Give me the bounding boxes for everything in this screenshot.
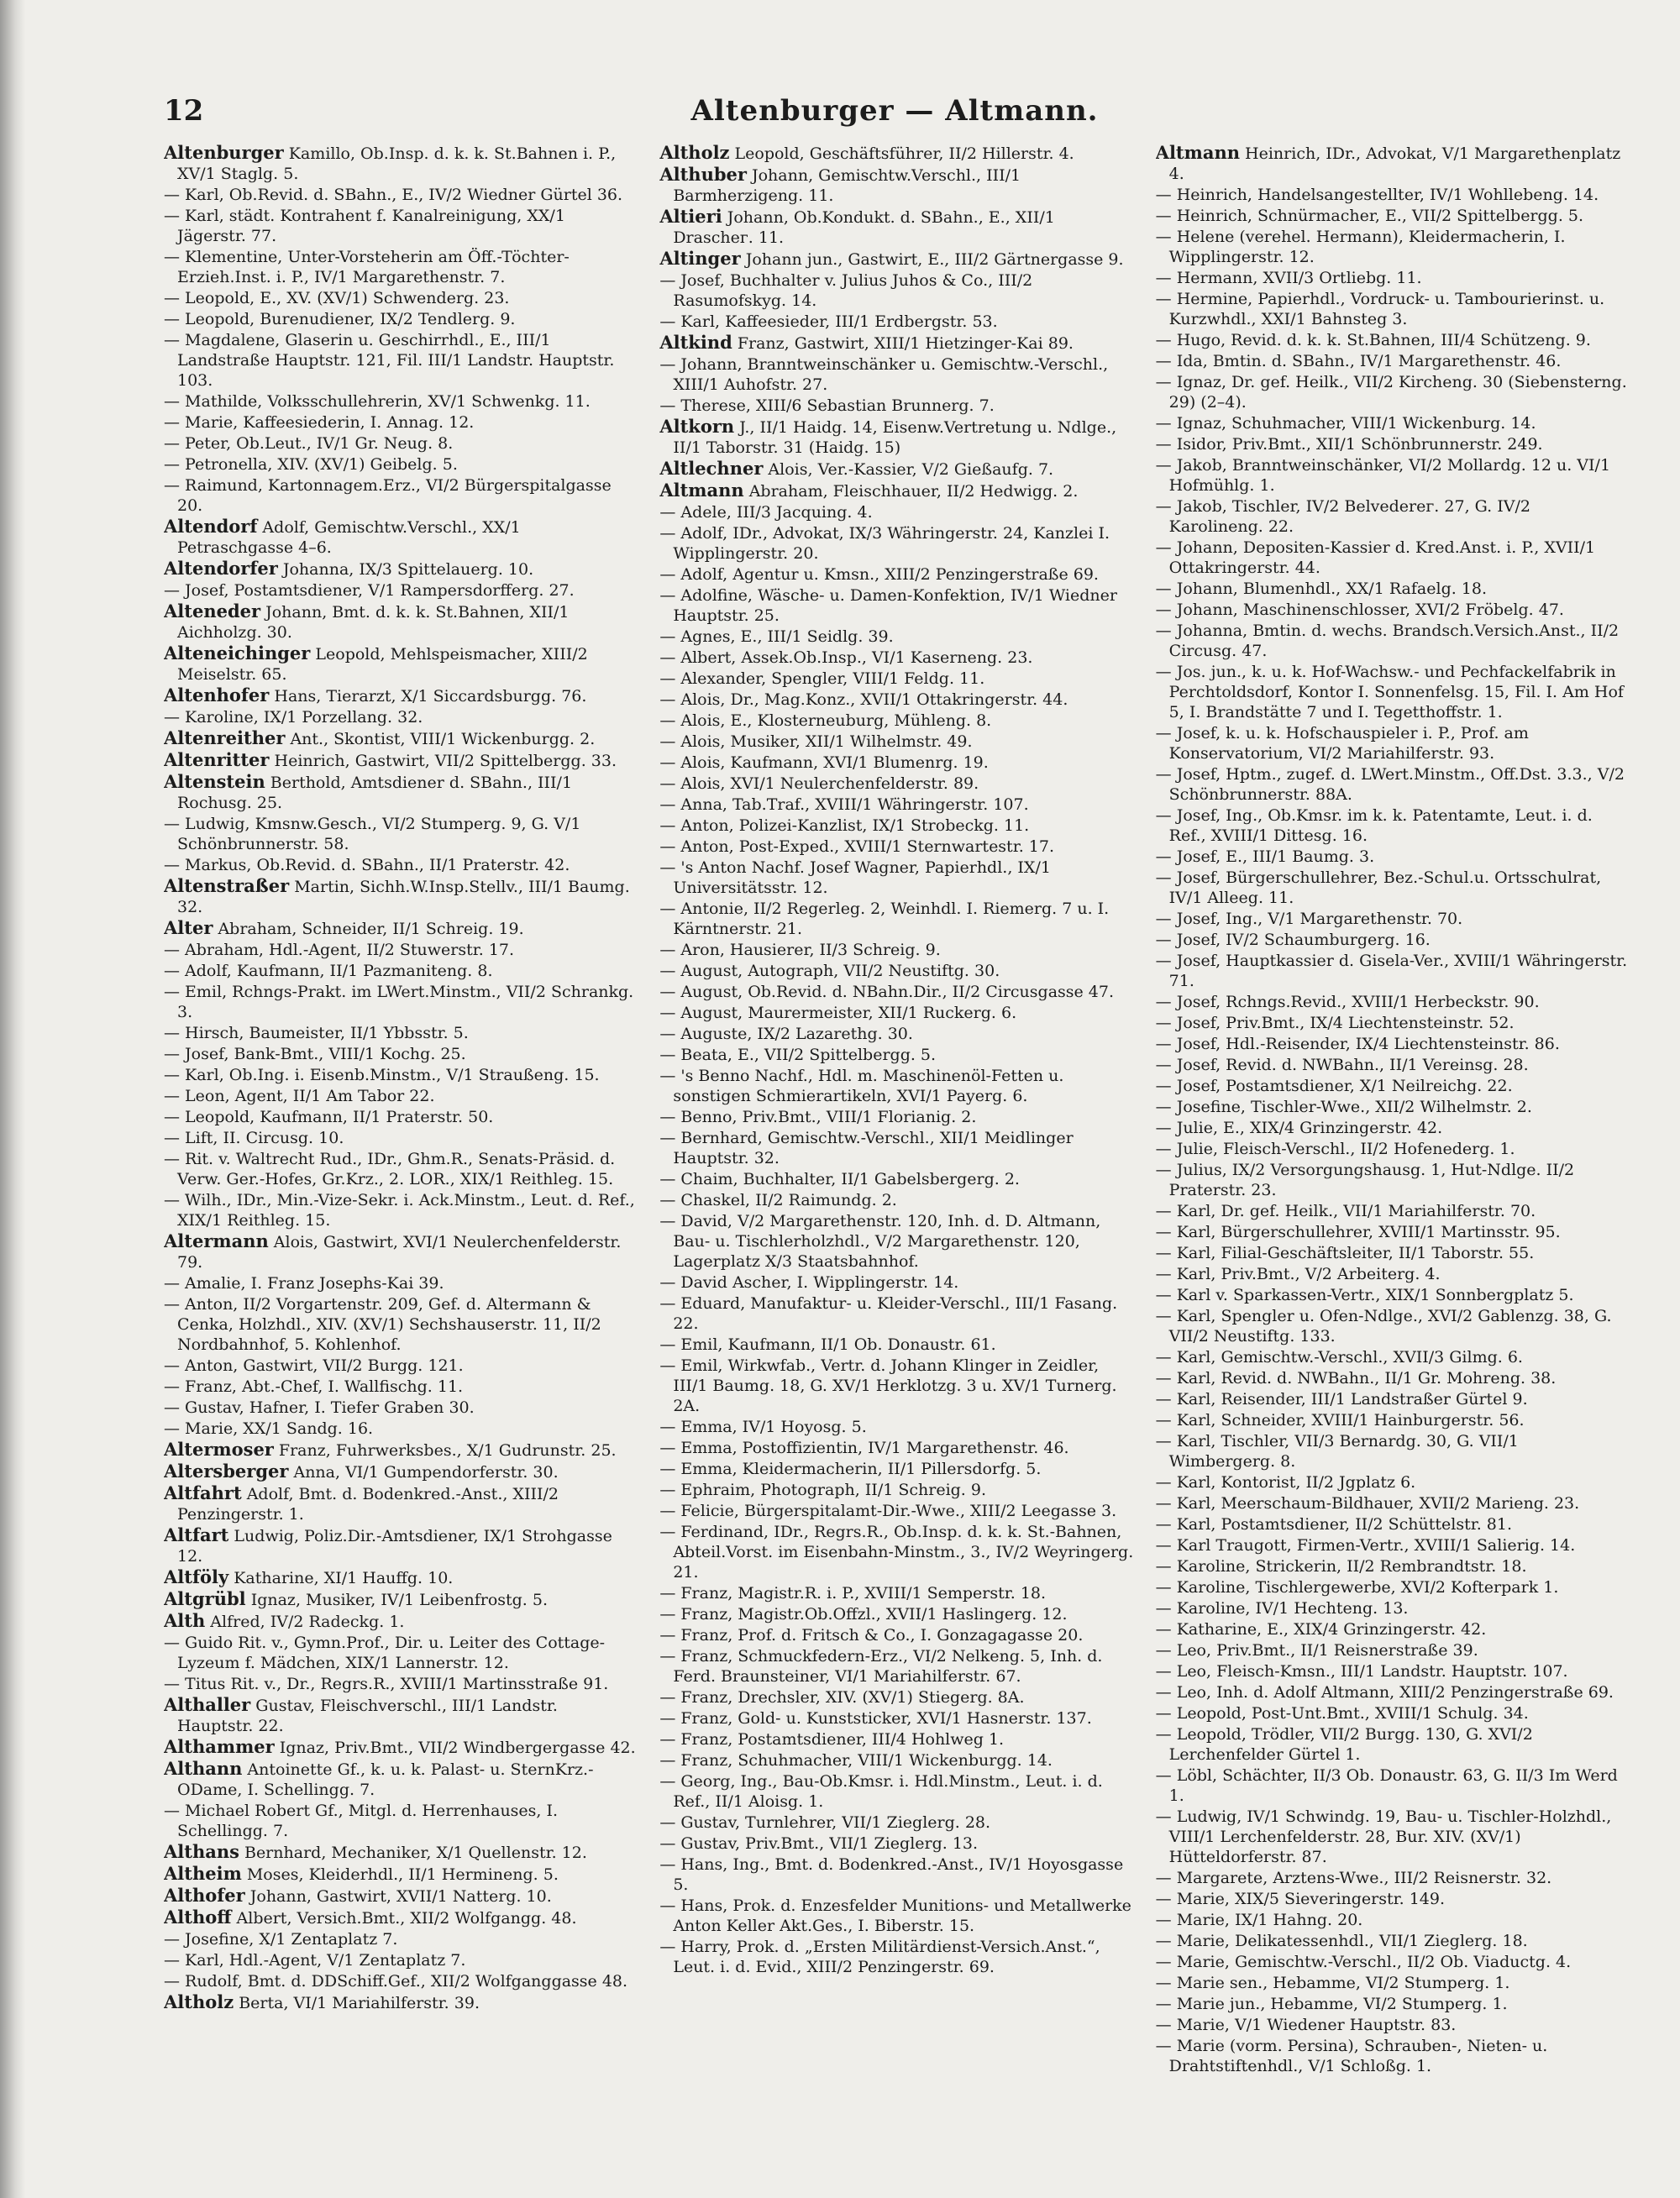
directory-entry: Altenreither Ant., Skontist, VIII/1 Wickenburgg. 2. (164, 727, 596, 748)
directory-entry: — Ignaz, Dr. gef. Heilk., VII/2 Kirchеng. 30 (Siebensterng. 29) (2–4). (1155, 373, 1627, 412)
directory-entry: — Gustav, Hafner, I. Tiefer Graben 30. (164, 1398, 475, 1417)
directory-entry: Altenstraßer Martin, Sichh.W.Insp.Stellv., III/1 Baumg. 32. (164, 875, 630, 916)
directory-entry: — Josef, Ing., Ob.Kmsr. im k. k. Patentamte, Leut. i. d. Ref., XVIII/1 Dittesg. 16. (1155, 806, 1593, 845)
directory-entry: — Josef, Priv.Bmt., IX/4 Liechtensteinstr. 52. (1155, 1014, 1515, 1032)
directory-entry: — Hans, Prok. d. Enzesfelder Munitions- und Metallwerke Anton Keller Akt.Ges., I. Biberstr. 15. (659, 1896, 1131, 1935)
directory-entry: — Franz, Drechsler, XIV. (XV/1) Stiegerg. 8A. (659, 1688, 1025, 1707)
directory-entry: — Guido Rit. v., Gymn.Prof., Dir. u. Leiter des Cottage-Lyzeum f. Mädchen, XIX/1 Lannerstr. 12. (164, 1634, 606, 1672)
directory-entry: — Franz, Schuhmacher, VIII/1 Wickenburgg. 14. (659, 1751, 1053, 1770)
directory-entry: — Leopold, Post-Unt.Bmt., XVIII/1 Schulg. 34. (1155, 1704, 1529, 1723)
directory-entry: — Amalie, I. Franz Josephs-Kai 39. (164, 1274, 444, 1293)
directory-column-2 (659, 143, 1133, 2175)
directory-entry: — Karl, Tischler, VII/3 Bernardg. 30, G. VII/1 Wimbergerg. 8. (1155, 1432, 1519, 1471)
directory-entry: Altieri Johann, Ob.Kondukt. d. SBahn., E., XII/1 Draschег. 11. (659, 206, 1055, 247)
directory-entry: — Markus, Ob.Revid. d. SBahn., II/1 Praterstr. 42. (164, 856, 570, 874)
directory-entry: Altmann Abraham, Fleischhauer, II/2 Hedwigg. 2. (659, 480, 1079, 501)
directory-entry: — Karl, Spengler u. Ofen-Ndlge., XVI/2 Gablenzg. 38, G. VII/2 Neustiftg. 133. (1155, 1307, 1612, 1346)
directory-entry: — Ignaz, Schuhmacher, VIII/1 Wickenburg. 14. (1155, 414, 1536, 433)
directory-entry: Altkorn J., II/1 Haidg. 14, Eisenw.Vertretung u. Ndlge., II/1 Taborstr. 31 (Haidg. 15) (659, 416, 1117, 457)
directory-entry: — Isidor, Priv.Bmt., XII/1 Schönbrunnerstr. 249. (1155, 435, 1543, 454)
directory-entry: — Karl, Hdl.-Agent, V/1 Zentaplatz 7. (164, 1951, 466, 1970)
directory-entry: — Josef, Bank-Bmt., VIII/1 Kochg. 25. (164, 1045, 466, 1063)
directory-entry: Alth Alfred, IV/2 Radeckg. 1. (164, 1610, 405, 1631)
directory-entry: — Abraham, Hdl.-Agent, II/2 Stuwerstr. 17. (164, 941, 515, 959)
directory-entry: — Rit. v. Waltrecht Rud., IDr., Ghm.R., Senats-Präsid. d. Verw. Ger.-Hofes, Gr.Krz., 2. LOR., XIX/1 Reithleg. 15. (164, 1150, 616, 1188)
directory-entry: — Magdalene, Glaserin u. Geschirrhdl., E., III/1 Landstraße Hauptstr. 121, Fil. III/1 Landstr. Hauptstr. 103. (164, 331, 615, 390)
directory-entry: — Anton, Gastwirt, VII/2 Burgg. 121. (164, 1356, 464, 1375)
directory-entry: — Franz, Gold- u. Kunststicker, XVI/1 Hasnerstr. 137. (659, 1709, 1092, 1728)
directory-entry: — Anton, Polizei-Kanzlist, IX/1 Strobeckg. 11. (659, 816, 1030, 835)
directory-entry: — Josef, Hptm., zugef. d. LWert.Minstm., Off.Dst. 3.3., V/2 Schönbrunnerstr. 88A. (1155, 765, 1625, 804)
directory-entry: — Leon, Agent, II/1 Am Tabor 22. (164, 1087, 435, 1105)
running-head: Altenburger — Altmann. (690, 94, 1099, 128)
directory-entry: — Marie, XX/1 Sandg. 16. (164, 1419, 374, 1438)
directory-entry: — Karl, Ob.Ing. i. Eisenb.Minstm., V/1 Straußeng. 15. (164, 1066, 600, 1084)
directory-entry: Altenstein Berthold, Amtsdiener d. SBahn., III/1 Rochusg. 25. (164, 771, 573, 812)
directory-entry: Althammer Ignaz, Priv.Bmt., VII/2 Windbergergasse 42. (164, 1736, 636, 1757)
directory-entry: — Julie, Fleisch-Verschl., II/2 Hofenederg. 1. (1155, 1140, 1515, 1158)
directory-entry: — David Ascher, I. Wipplingerstr. 14. (659, 1273, 959, 1292)
directory-entry: — David, V/2 Margarethenstr. 120, Inh. d. D. Altmann, Bau- u. Tischlerholzhdl., V/2 Margarethenstr. 120, Lagerplatz X/3 Staatsbahnhof. (659, 1212, 1101, 1271)
directory-entry: — Marie, IX/1 Hahng. 20. (1155, 1911, 1363, 1929)
directory-entry: — Adele, III/3 Jacquing. 4. (659, 503, 873, 522)
directory-entry: Altendorfer Johanna, IX/3 Spittelauerg. 10. (164, 558, 534, 579)
directory-entry: — Josef, Ing., V/1 Margarethenstr. 70. (1155, 910, 1463, 928)
directory-entry: — Josef, Rchngs.Revid., XVIII/1 Herbeckstr. 90. (1155, 993, 1540, 1011)
directory-entry: — Alois, Dr., Mag.Konz., XVII/1 Ottakringerstr. 44. (659, 690, 1068, 709)
directory-entry: — Karl, Ob.Revid. d. SBahn., E., IV/2 Wiedner Gürtel 36. (164, 186, 623, 204)
directory-entry: — Michael Robert Gf., Mitgl. d. Herrenhauses, I. Schellingg. 7. (164, 1802, 559, 1840)
directory-entry: — Emma, Kleidermacherin, II/1 Pillersdorfg. 5. (659, 1460, 1042, 1478)
directory-entry: — Johanna, Bmtin. d. wechs. Brandsch.Versich.Anst., II/2 Circusg. 47. (1155, 622, 1620, 660)
directory-entry: — Aron, Hausierer, II/3 Schreig. 9. (659, 941, 941, 959)
directory-column-3 (1156, 143, 1630, 2175)
directory-entry: — Eduard, Manufaktur- u. Kleider-Verschl., III/1 Fasang. 22. (659, 1294, 1118, 1333)
directory-entry: Altlechner Alois, Ver.-Kassier, V/2 Gießaufg. 7. (659, 458, 1054, 479)
directory-entry: — Hugo, Revid. d. k. k. St.Bahnen, III/4 Schützeng. 9. (1155, 331, 1591, 349)
directory-entry: — August, Ob.Revid. d. NBahn.Dir., II/2 Circusgasse 47. (659, 983, 1115, 1001)
directory-entry: — Adolf, Kaufmann, II/1 Pazmaniteng. 8. (164, 962, 493, 980)
directory-entry: — August, Maurermeister, XII/1 Ruckerg. 6. (659, 1004, 1017, 1022)
directory-entry: — Johann, Blumenhdl., XX/1 Rafaelg. 18. (1155, 580, 1488, 598)
directory-entry: — Wilh., IDr., Min.-Vize-Sekr. i. Ack.Minstm., Leut. d. Ref., XIX/1 Reithleg. 15. (164, 1191, 635, 1230)
directory-entry: — Marie (vorm. Persina), Schrauben-, Nieten- u. Drahtstiftenhdl., V/1 Schloßg. 1. (1155, 2037, 1548, 2075)
directory-entry: — Marie, Gemischtw.-Verschl., II/2 Ob. Viaductg. 4. (1155, 1953, 1572, 1971)
directory-entry: — Emma, IV/1 Hoyosg. 5. (659, 1418, 867, 1436)
directory-entry: — Heinrich, Handelsangestellter, IV/1 Wohllebeng. 14. (1155, 186, 1599, 204)
directory-entry: — Josef, Hdl.-Reisender, IX/4 Liechtensteinstr. 86. (1155, 1035, 1560, 1053)
directory-entry: — Adolfine, Wäsche- u. Damen-Konfektion, IV/1 Wiedner Hauptstr. 25. (659, 586, 1117, 625)
page-edge-shadow (0, 0, 25, 2198)
directory-entry: — Karl, Kaffeesieder, III/1 Erdbergstr. 53. (659, 312, 998, 331)
directory-entry: — Franz, Abt.-Chef, I. Wallfischg. 11. (164, 1377, 464, 1396)
directory-entry: — Anna, Tab.Traf., XVIII/1 Währingerstr. 107. (659, 795, 1029, 814)
directory-entry: — Karl, Reisender, III/1 Landstraßer Gürtel 9. (1155, 1390, 1528, 1409)
directory-entry: — Ferdinand, IDr., Regrs.R., Ob.Insp. d. k. k. St.-Bahnen, Abteil.Vorst. im Eisenbahn-Minstm., 3., IV/2 Weyringerg. 21. (659, 1523, 1134, 1582)
directory-entry: Altendorf Adolf, Gemischtw.Verschl., XX/1 Petraschgasse 4–6. (164, 516, 521, 557)
directory-entry: — Marie jun., Hebamme, VI/2 Stumperg. 1. (1155, 1995, 1508, 2013)
directory-entry: — Hirsch, Baumeister, II/1 Ybbsstr. 5. (164, 1024, 469, 1042)
directory-entry: — Jakob, Branntweinschänker, VI/2 Mollardg. 12 u. VI/1 Hofmühlg. 1. (1155, 456, 1611, 495)
directory-entry: — Josef, Postamtsdiener, V/1 Rampersdorfferg. 27. (164, 581, 575, 600)
directory-entry: — Leo, Priv.Bmt., II/1 Reisnerstraße 39. (1155, 1641, 1478, 1660)
directory-entry: — Karl, Dr. gef. Heilk., VII/1 Mariahilferstr. 70. (1155, 1202, 1536, 1220)
directory-entry: — Josef, Bürgerschullehrer, Bez.-Schul.u. Ortsschulrat, IV/1 Alleeg. 11. (1155, 868, 1602, 907)
directory-entry: Altfart Ludwig, Poliz.Dir.-Amtsdiener, IX/1 Strohgasse 12. (164, 1524, 612, 1566)
directory-entry: — Katharine, E., XIX/4 Grinzingerstr. 42. (1155, 1620, 1487, 1639)
directory-entry: — Benno, Priv.Bmt., VIII/1 Florianig. 2. (659, 1108, 977, 1126)
directory-entry: — Leopold, E., XV. (XV/1) Schwenderg. 23. (164, 289, 510, 307)
directory-entry: Altinger Johann jun., Gastwirt, E., III/2 Gärtnergasse 9. (659, 248, 1124, 269)
directory-entry: — Löbl, Schächter, II/3 Ob. Donaustr. 63, G. II/3 Im Werd 1. (1155, 1766, 1618, 1805)
directory-entry: — Franz, Magistr.R. i. P., XVIII/1 Semperstr. 18. (659, 1584, 1047, 1603)
directory-entry: — Karl, städt. Kontrahent f. Kanalreinigung, XX/1 Jägerstr. 77. (164, 207, 565, 245)
directory-entry: — Josef, Buchhalter v. Julius Juhos & Co., III/2 Rasumofskyg. 14. (659, 271, 1033, 310)
directory-entry: — Karl, Kontorist, II/2 Jgplatz 6. (1155, 1473, 1416, 1492)
directory-entry: — August, Autograph, VII/2 Neustiftg. 30. (659, 962, 1000, 980)
directory-entry: Altgrübl Ignaz, Musiker, IV/1 Leibenfrostg. 5. (164, 1588, 549, 1609)
directory-entry: — Johann, Maschinenschlosser, XVI/2 Fröbelg. 47. (1155, 601, 1564, 619)
directory-entry: Altenburger Kamillo, Ob.Insp. d. k. k. St.Bahnen i. P., XV/1 Staglg. 5. (164, 143, 617, 183)
directory-entry: Altmann Heinrich, IDr., Advokat, V/1 Margarethenplatz 4. (1155, 143, 1621, 183)
directory-entry: — Helene (verehel. Hermann), Kleidermacherin, I. Wipplingerstr. 12. (1155, 228, 1566, 266)
directory-entry: Althaller Gustav, Fleischverschl., III/1 Landstr. Hauptstr. 22. (164, 1694, 558, 1735)
directory-entry: — Chaskel, II/2 Raimundg. 2. (659, 1191, 897, 1209)
directory-entry: — Karoline, Strickerin, II/2 Rembrandtstr. 18. (1155, 1557, 1527, 1576)
directory-entry: — Josef, E., III/1 Baumg. 3. (1155, 847, 1375, 866)
directory-entry: — Raimund, Kartonnagem.Erz., VI/2 Bürgerspitalgasse 20. (164, 476, 612, 515)
directory-entry: Althofer Johann, Gastwirt, XVII/1 Natterg. 10. (164, 1885, 552, 1906)
directory-entry: — Karl, Revid. d. NWBahn., II/1 Gr. Mohreng. 38. (1155, 1369, 1557, 1388)
directory-entry: — Adolf, Agentur u. Kmsn., XIII/2 Penzingerstraße 69. (659, 565, 1099, 584)
directory-entry: — Gustav, Turnlehrer, VII/1 Zieglerg. 28. (659, 1813, 991, 1832)
directory-entry: — Emil, Kaufmann, II/1 Ob. Donaustr. 61. (659, 1335, 996, 1354)
directory-entry: — Josef, k. u. k. Hofschauspieler i. P., Prof. am Konservatorium, VI/2 Mariahilferstr. 93. (1155, 724, 1529, 763)
directory-entry: — Ludwig, Kmsnw.Gesch., VI/2 Stumperg. 9, G. V/1 Schönbrunnerstr. 58. (164, 815, 581, 853)
directory-entry: — Leopold, Burenudiener, IX/2 Tendlerg. 9. (164, 310, 516, 328)
directory-entry: — Emma, Postoffizientin, IV/1 Margarethenstr. 46. (659, 1439, 1069, 1457)
directory-entry: Alter Abraham, Schneider, II/1 Schreig. 19. (164, 917, 524, 938)
directory-entry: — Franz, Schmuckfedern-Erz., VI/2 Nelkeng. 5, Inh. d. Ferd. Braunsteiner, VI/1 Mariahilferstr. 67. (659, 1647, 1103, 1686)
directory-entry: — Harry, Prok. d. „Ersten Militärdienst-Versich.Anst.“, Leut. i. d. Evid., XIII/2 Penzingerstr. 69. (659, 1938, 1100, 1976)
directory-entry: — Jakob, Tischler, IV/2 Belvederег. 27, G. IV/2 Karolineng. 22. (1155, 497, 1530, 536)
directory-entry: — Karl, Meerschaum-Bildhauer, XVII/2 Marieng. 23. (1155, 1494, 1580, 1513)
directory-entry: — Josef, Revid. d. NWBahn., II/1 Vereinsg. 28. (1155, 1056, 1529, 1074)
directory-entry: — Leo, Fleisch-Kmsn., III/1 Landstr. Hauptstr. 107. (1155, 1662, 1568, 1681)
directory-entry: — Julie, E., XIX/4 Grinzingerstr. 42. (1155, 1119, 1443, 1137)
directory-entry: Altföly Katharine, XI/1 Hauffg. 10. (164, 1566, 454, 1587)
directory-entry: — Franz, Prof. d. Fritsch & Co., I. Gonzagagasse 20. (659, 1626, 1084, 1645)
directory-entry: Altermann Alois, Gastwirt, XVI/1 Neulerchenfelderstr. 79. (164, 1230, 622, 1272)
directory-entry: Altermoser Franz, Fuhrwerksbes., X/1 Gudrunstr. 25. (164, 1439, 617, 1460)
directory-entry: Altkind Franz, Gastwirt, XIII/1 Hietzinger-Kai 89. (659, 332, 1074, 353)
directory-entry: — Albert, Assek.Ob.Insp., VI/1 Kaserneng. 23. (659, 648, 1033, 667)
directory-entry: — Hermine, Papierhdl., Vordruck- u. Tambourierinst. u. Kurzwhdl., XXI/1 Bahnsteg 3. (1155, 290, 1605, 328)
directory-entry: — Jos. jun., k. u. k. Hof-Wachsw.- und Pechfackelfabrik in Perchtoldsdorf, Kontor I. Sonnenfelsg. 15, Fil. I. Am Hof 5, I. Brandstätte 7 und I. Tegetthoffstr. 1. (1155, 663, 1624, 721)
directory-entry: — Karl, Bürgerschullehrer, XVIII/1 Martinsstr. 95. (1155, 1223, 1561, 1241)
directory-entry: — Karl, Gemischtw.-Verschl., XVII/3 Gilmg. 6. (1155, 1348, 1523, 1367)
directory-entry: — Alexander, Spengler, VIII/1 Feldg. 11. (659, 669, 985, 688)
directory-entry: — Marie, XIX/5 Sieveringerstr. 149. (1155, 1890, 1446, 1908)
directory-entry: — Petronella, XIV. (XV/1) Geibelg. 5. (164, 455, 458, 474)
directory-entry: — Klementine, Unter-Vorsteherin am Öff.-Töchter-Erzieh.Inst. i. P., IV/1 Margarethenstr. 7. (164, 248, 570, 286)
directory-entry: — Alois, Kaufmann, XVI/1 Blumenrg. 19. (659, 753, 989, 772)
directory-entry: — 's Anton Nachf. Josef Wagner, Papierhdl., IX/1 Universitätsstr. 12. (659, 858, 1051, 897)
directory-entry: Althoff Albert, Versich.Bmt., XII/2 Wolfgangg. 48. (164, 1907, 577, 1928)
directory-entry: Altholz Leopold, Geschäftsführer, II/2 Hillerstr. 4. (659, 143, 1074, 163)
directory-entry: — Julius, IX/2 Versorgungshausg. 1, Hut-Ndlge. II/2 Praterstr. 23. (1155, 1161, 1575, 1199)
directory-entry: — Karoline, Tischlergewerbe, XVI/2 Kofterpark 1. (1155, 1578, 1559, 1597)
directory-entry: — Alois, XVI/1 Neulerchenfelderstr. 89. (659, 774, 979, 793)
directory-entry: — Hans, Ing., Bmt. d. Bodenkred.-Anst., IV/1 Hoyosgasse 5. (659, 1855, 1124, 1894)
directory-entry: — Antonie, II/2 Regerleg. 2, Weinhdl. I. Riemerg. 7 u. I. Kärntnerstr. 21. (659, 900, 1110, 938)
directory-entry: — Karoline, IX/1 Porzellang. 32. (164, 708, 423, 727)
directory-entry: Altheim Moses, Kleiderhdl., II/1 Hermineng. 5. (164, 1863, 559, 1884)
directory-entry: — Adolf, IDr., Advokat, IX/3 Währingerstr. 24, Kanzlei I. Wipplingerstr. 20. (659, 524, 1110, 563)
directory-entry: — Ludwig, IV/1 Schwindg. 19, Bau- u. Tischler-Holzhdl., VIII/1 Lerchenfelderstr. 28, Bur. XIV. (XV/1) Hütteldorferstr. 87. (1155, 1807, 1612, 1866)
directory-entry: — Karl, Filial-Geschäftsleiter, II/1 Taborstr. 55. (1155, 1244, 1535, 1262)
directory-entry: — Auguste, IX/2 Lazarethg. 30. (659, 1025, 913, 1043)
directory-entry: — Marie, Kaffeesiederin, I. Annag. 12. (164, 413, 475, 432)
directory-entry: — Johann, Depositen-Kassier d. Kred.Anst. i. P., XVII/1 Ottakringerstr. 44. (1155, 538, 1596, 577)
directory-entry: — Marie, Delikatessenhdl., VII/1 Zieglerg. 18. (1155, 1932, 1528, 1950)
directory-entry: — Josefine, X/1 Zentaplatz 7. (164, 1930, 398, 1949)
directory-entry: — Marie, V/1 Wiedener Hauptstr. 83. (1155, 2016, 1457, 2034)
directory-entry: — 's Benno Nachf., Hdl. m. Maschinenöl-Fetten u. sonstigen Schmierartikeln, XVI/1 Payerg. 6. (659, 1067, 1064, 1105)
directory-entry: — Ephraim, Photograph, II/1 Schreig. 9. (659, 1481, 987, 1499)
directory-entry: — Emil, Wirkwfab., Vertr. d. Johann Klinger in Zeidler, III/1 Baumg. 18, G. XV/1 Herklotzg. 3 u. XV/1 Turnerg. 2A. (659, 1356, 1117, 1415)
directory-entry: Altholz Berta, VI/1 Mariahilferstr. 39. (164, 1991, 480, 2012)
directory-columns (164, 143, 1630, 2175)
directory-entry: — Josef, IV/2 Schaumburgerg. 16. (1155, 931, 1431, 949)
directory-entry: — Alois, Musiker, XII/1 Wilhelmstr. 49. (659, 732, 973, 751)
directory-entry: — Marie sen., Hebamme, VI/2 Stumperg. 1. (1155, 1974, 1510, 1992)
directory-entry: — Karoline, IV/1 Hechteng. 13. (1155, 1599, 1409, 1618)
directory-entry: Altenritter Heinrich, Gastwirt, VII/2 Spittelbergg. 33. (164, 749, 617, 770)
directory-entry: Alteneichinger Leopold, Mehlspeismacher, XIII/2 Meiselstr. 65. (164, 643, 588, 684)
directory-entry: — Beata, E., VII/2 Spittelbergg. 5. (659, 1046, 937, 1064)
directory-entry: — Karl, Schneider, XVIII/1 Hainburgerstr. 56. (1155, 1411, 1525, 1429)
directory-entry: — Titus Rit. v., Dr., Regrs.R., XVIII/1 Martinsstraße 91. (164, 1675, 609, 1693)
directory-entry: — Karl v. Sparkassen-Vertr., XIX/1 Sonnbergplatz 5. (1155, 1286, 1574, 1304)
directory-entry: — Margarete, Arztens-Wwe., III/2 Reisnerstr. 32. (1155, 1869, 1552, 1887)
page-header (164, 94, 1625, 144)
directory-column-1 (164, 143, 638, 2175)
directory-entry: — Emil, Rchngs-Prakt. im LWert.Minstm., VII/2 Schrankg. 3. (164, 983, 634, 1021)
directory-entry: — Heinrich, Schnürmacher, E., VII/2 Spittelbergg. 5. (1155, 207, 1584, 225)
directory-entry: — Josefine, Tischler-Wwe., XII/2 Wilhelmstr. 2. (1155, 1098, 1532, 1116)
directory-entry: — Felicie, Bürgerspitalamt-Dir.-Wwe., XIII/2 Leegasse 3. (659, 1502, 1117, 1520)
directory-entry: Altfahrt Adolf, Bmt. d. Bodenkred.-Anst., XIII/2 Penzingerstr. 1. (164, 1482, 559, 1524)
directory-entry: Altersberger Anna, VI/1 Gumpendorferstr. 30. (164, 1461, 559, 1482)
directory-entry: — Hermann, XVII/3 Ortliebg. 11. (1155, 269, 1422, 287)
directory-entry: — Georg, Ing., Bau-Ob.Kmsr. i. Hdl.Minstm., Leut. i. d. Ref., II/1 Aloisg. 1. (659, 1772, 1103, 1811)
directory-entry: — Leopold, Trödler, VII/2 Burgg. 130, G. XVI/2 Lerchenfelder Gürtel 1. (1155, 1725, 1533, 1764)
directory-entry: — Bernhard, Gemischtw.-Verschl., XII/1 Meidlinger Hauptstr. 32. (659, 1129, 1074, 1167)
directory-entry: — Leo, Inh. d. Adolf Altmann, XIII/2 Penzingerstraße 69. (1155, 1683, 1614, 1702)
directory-entry: — Agnes, E., III/1 Seidlg. 39. (659, 627, 894, 646)
directory-entry: — Karl, Priv.Bmt., V/2 Arbeiterg. 4. (1155, 1265, 1441, 1283)
directory-entry: — Josef, Postamtsdiener, X/1 Neilreichg. 22. (1155, 1077, 1513, 1095)
directory-entry: Althuber Johann, Gemischtw.Verschl., III/1 Barmherzigeng. 11. (659, 164, 1021, 205)
directory-entry: — Johann, Branntweinschänker u. Gemischtw.-Verschl., XIII/1 Auhofstr. 27. (659, 355, 1109, 394)
directory-entry: — Gustav, Priv.Bmt., VII/1 Zieglerg. 13. (659, 1834, 979, 1853)
directory-entry: Althann Antoinette Gf., k. u. k. Palast- u. SternKrz.-ODame, I. Schellingg. 7. (164, 1758, 594, 1799)
directory-entry: — Mathilde, Volksschullehrerin, XV/1 Schwenkg. 11. (164, 392, 591, 411)
directory-entry: — Franz, Magistr.Ob.Offzl., XVII/1 Haslingerg. 12. (659, 1605, 1068, 1624)
directory-entry: — Anton, Post-Exped., XVIII/1 Sternwartestr. 17. (659, 837, 1054, 856)
directory-entry: — Lift, II. Circusg. 10. (164, 1129, 344, 1147)
directory-entry: — Leopold, Kaufmann, II/1 Praterstr. 50. (164, 1108, 494, 1126)
directory-entry: — Karl Traugott, Firmen-Vertr., XVIII/1 Salierig. 14. (1155, 1536, 1576, 1555)
directory-entry: Althans Bernhard, Mechaniker, X/1 Quellenstr. 12. (164, 1841, 587, 1862)
directory-entry: — Peter, Ob.Leut., IV/1 Gr. Neug. 8. (164, 434, 454, 453)
page-number: 12 (164, 94, 204, 128)
directory-entry: — Alois, E., Klosterneuburg, Mühleng. 8. (659, 711, 992, 730)
directory-entry: — Therese, XIII/6 Sebastian Brunnerg. 7. (659, 396, 995, 415)
directory-entry: Alteneder Johann, Bmt. d. k. k. St.Bahnen, XII/1 Aichholzg. 30. (164, 601, 570, 642)
directory-entry: — Karl, Postamtsdiener, II/2 Schüttelstr. 81. (1155, 1515, 1513, 1534)
directory-entry: — Franz, Postamtsdiener, III/4 Hohlweg 1. (659, 1730, 1005, 1749)
directory-entry: — Josef, Hauptkassier d. Gisela-Ver., XVIII/1 Währingerstr. 71. (1155, 952, 1628, 990)
directory-entry: Altenhofer Hans, Tierarzt, X/1 Siccardsburgg. 76. (164, 685, 587, 706)
directory-entry: — Ida, Bmtin. d. SBahn., IV/1 Margarethenstr. 46. (1155, 352, 1562, 370)
directory-entry: — Chaim, Buchhalter, II/1 Gabelsbergerg. 2. (659, 1170, 1020, 1188)
directory-entry: — Anton, II/2 Vorgartenstr. 209, Gef. d. Altermann & Cenka, Holzhdl., XIV. (XV/1) Sechshauserstr. 11, II/2 Nordbahnhof, 5. Kohlenhof. (164, 1295, 601, 1354)
directory-entry: — Rudolf, Bmt. d. DDSchiff.Gef., XII/2 Wolfganggasse 48. (164, 1972, 628, 1991)
